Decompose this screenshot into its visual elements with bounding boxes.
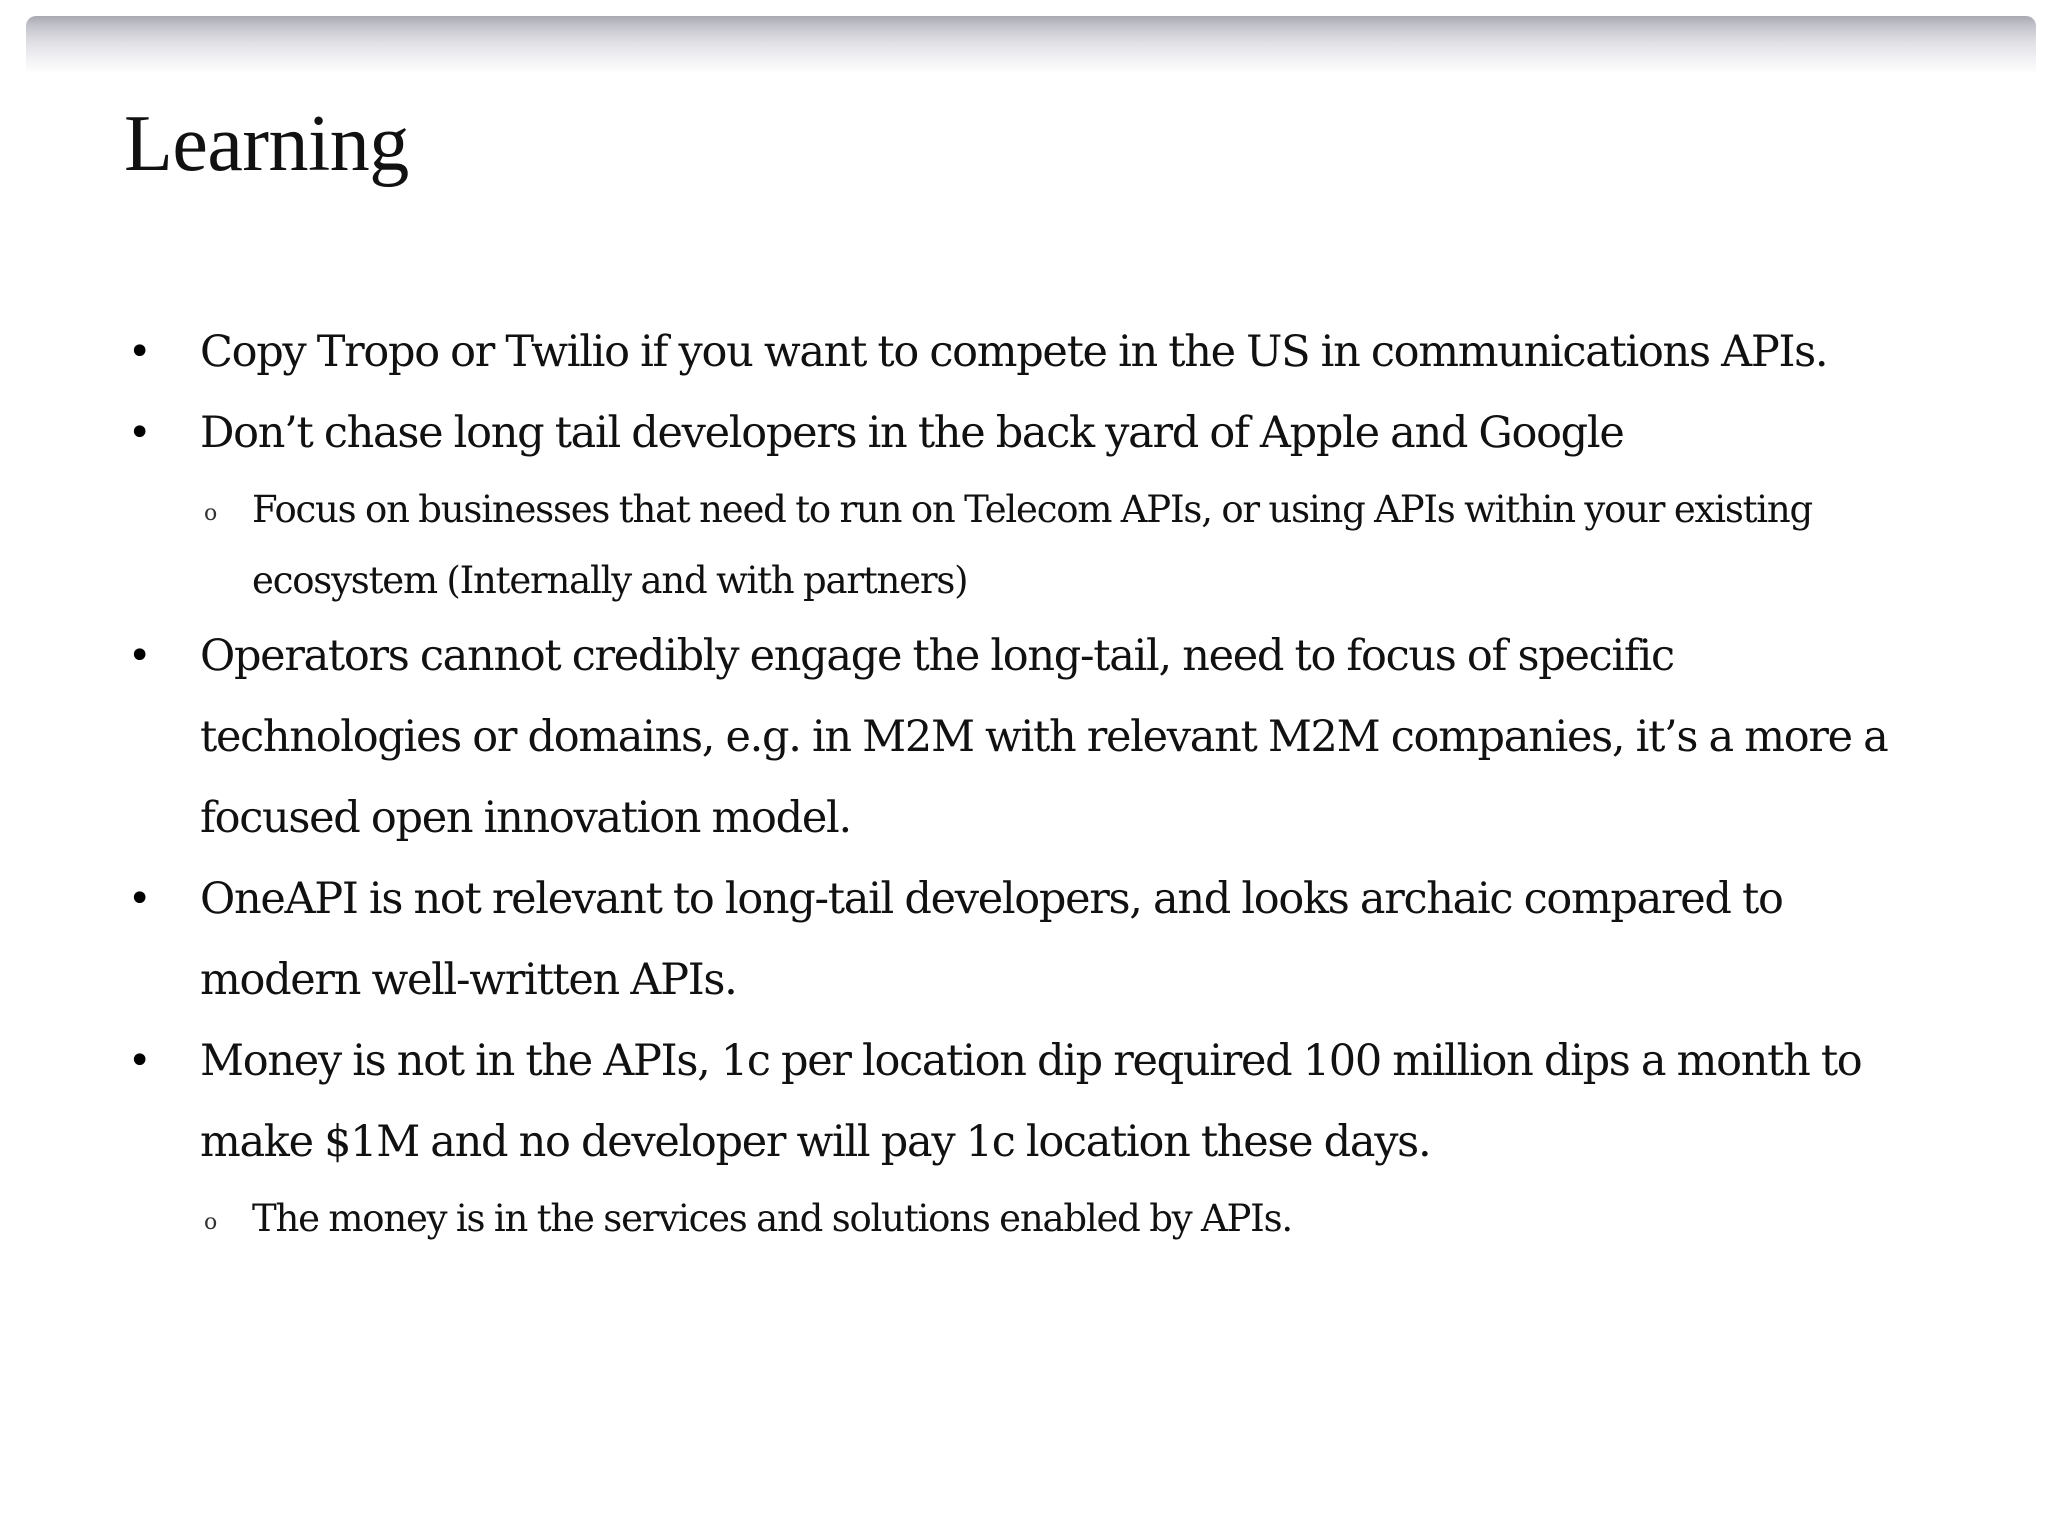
bullet-item xyxy=(124,393,1944,474)
bullet-text: OneAPI is not relevant to long-tail developers, and looks archaic compared to modern well-written APIs. xyxy=(200,874,1783,1005)
sub-bullet-item xyxy=(124,474,1944,616)
sub-bullet-text: The money is in the services and solutions enabled by APIs. xyxy=(252,1197,1292,1240)
sub-bullet-text: Focus on businesses that need to run on Telecom APIs, or using APIs within your existing ecosystem (Internally and with partners) xyxy=(252,488,1813,602)
slide-title: Learning xyxy=(124,100,409,188)
bullet-dot-icon: • xyxy=(127,329,151,375)
bullet-dot-icon: • xyxy=(127,633,151,679)
bullet-text: Money is not in the APIs, 1c per location dip required 100 million dips a month to make $1M and no developer will pay 1c location these days. xyxy=(200,1036,1862,1167)
bullet-list xyxy=(124,312,1944,1254)
bullet-text: Copy Tropo or Twilio if you want to compete in the US in communications APIs. xyxy=(200,327,1828,377)
bullet-dot-icon: • xyxy=(127,410,151,456)
bullet-dot-icon: • xyxy=(127,876,151,922)
bullet-item xyxy=(124,859,1944,1021)
bullet-text: Don’t chase long tail developers in the back yard of Apple and Google xyxy=(200,408,1624,458)
bullet-dot-icon: • xyxy=(127,1038,151,1084)
bullet-item xyxy=(124,616,1944,859)
sub-bullet-item xyxy=(124,1183,1944,1254)
bullet-text: Operators cannot credibly engage the long-tail, need to focus of specific technologies or domains, e.g. in M2M with relevant M2M companies, it’s a more a focused open innovation model. xyxy=(200,631,1888,843)
bullet-item xyxy=(124,312,1944,393)
bullet-item xyxy=(124,1021,1944,1183)
sub-bullet-circle-icon: o xyxy=(203,501,217,526)
slide-header-bar xyxy=(26,16,2036,74)
sub-bullet-circle-icon: o xyxy=(203,1210,217,1235)
